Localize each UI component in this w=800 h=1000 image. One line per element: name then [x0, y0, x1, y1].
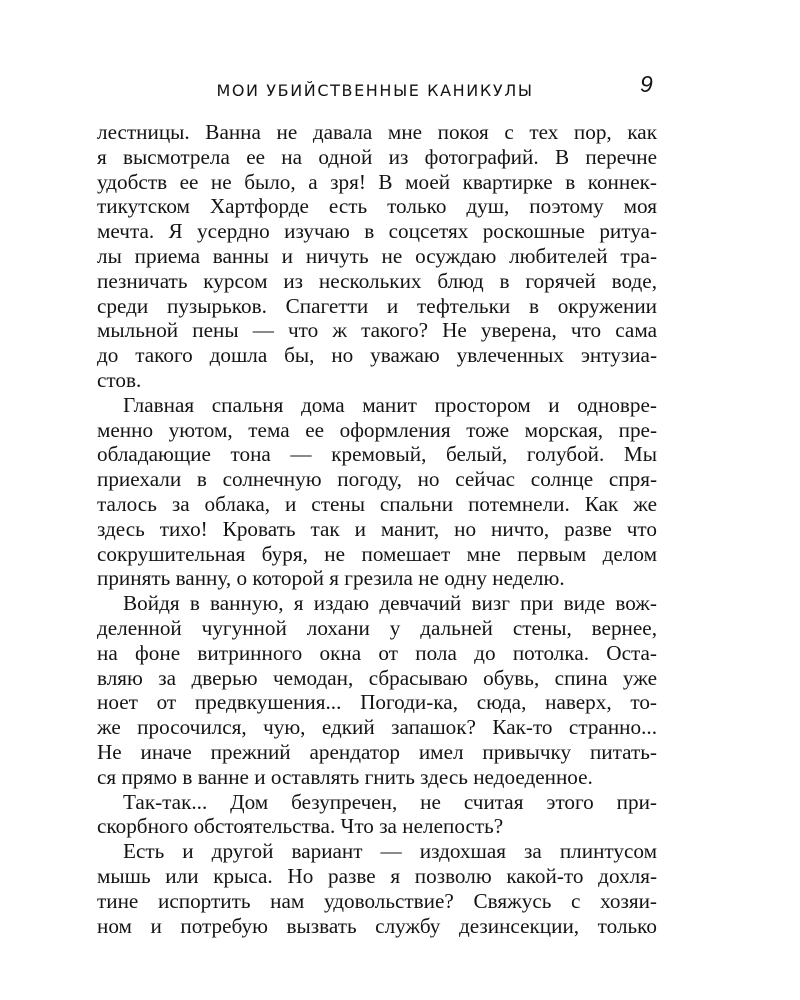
text-line: Так-так... Дом безупречен, не считая этого при- [123, 789, 657, 814]
text-line: же просочился, чую, едкий запашок? Как-то странно... [97, 715, 657, 740]
running-title: МОИ УБИЙСТВЕННЫЕ КАНИКУЛЫ [216, 81, 534, 100]
text-line: ном и потребую вызвать службу дезинсекции, только [97, 913, 657, 938]
text-line: тине испортить нам удовольствие? Свяжусь с хозяи- [97, 888, 657, 913]
text-line: приехали в солнечную погоду, но сейчас солнце спря- [97, 467, 657, 492]
text-line: Есть и другой вариант — издохшая за плинтусом [123, 839, 657, 864]
text-line: до такого дошла бы, но уважаю увлеченных энтузиа- [97, 343, 657, 368]
text-line: я высмотрела ее на одной из фотографий. В перечне [97, 144, 657, 169]
body-text [97, 120, 657, 938]
text-line: деленной чугунной лохани у дальней стены, вернее, [97, 615, 657, 640]
text-line: ноет от предвкушения... Погоди-ка, сюда, наверх, то- [97, 690, 657, 715]
text-line: вляю за дверью чемодан, сбрасываю обувь, спина уже [97, 665, 657, 690]
text-line: мышь или крыса. Но разве я позволю какой-то дохля- [97, 863, 657, 888]
text-line: стов. [97, 367, 142, 392]
text-line: мечта. Я усердно изучаю в соцсетях роскошные ритуа- [97, 219, 657, 244]
page-number: 9 [640, 71, 653, 97]
text-line: Не иначе прежний арендатор имел привычку питать- [97, 739, 657, 764]
text-line: сокрушительная буря, не помешает мне первым делом [97, 541, 657, 566]
text-line: среди пузырьков. Спагетти и тефтельки в окружении [97, 293, 657, 318]
text-line: лы приема ванны и ничуть не осуждаю любителей тра- [97, 243, 657, 268]
text-line: здесь тихо! Кровать так и манит, но ничто, разве что [97, 516, 657, 541]
text-line: Войдя в ванную, я издаю девчачий визг при виде вож- [123, 591, 657, 616]
text-line: Главная спальня дома манит простором и одновре- [123, 392, 657, 417]
text-line: менно уютом, тема ее оформления тоже морская, пре- [97, 417, 657, 442]
text-line: на фоне витринного окна от пола до потолка. Оста- [97, 640, 657, 665]
text-line: талось за облака, и стены спальни потемнели. Как же [97, 491, 657, 516]
text-line: принять ванну, о которой я грезила не одну неделю. [97, 566, 565, 591]
text-line: обладающие тона — кремовый, белый, голубой. Мы [97, 442, 657, 467]
text-line: скорбного обстоятельства. Что за нелепость? [97, 814, 504, 839]
text-line: тикутском Хартфорде есть только душ, поэтому моя [97, 194, 657, 219]
text-line: мыльной пены — что ж такого? Не уверена, что сама [97, 318, 657, 343]
text-line: ся прямо в ванне и оставлять гнить здесь недоеденное. [97, 764, 593, 789]
text-line: удобств ее не было, а зря! В моей квартирке в коннек- [97, 169, 657, 194]
text-line: лестницы. Ванна не давала мне покоя с тех пор, как [97, 120, 657, 144]
text-line: пезничать курсом из нескольких блюд в горячей воде, [97, 268, 657, 293]
